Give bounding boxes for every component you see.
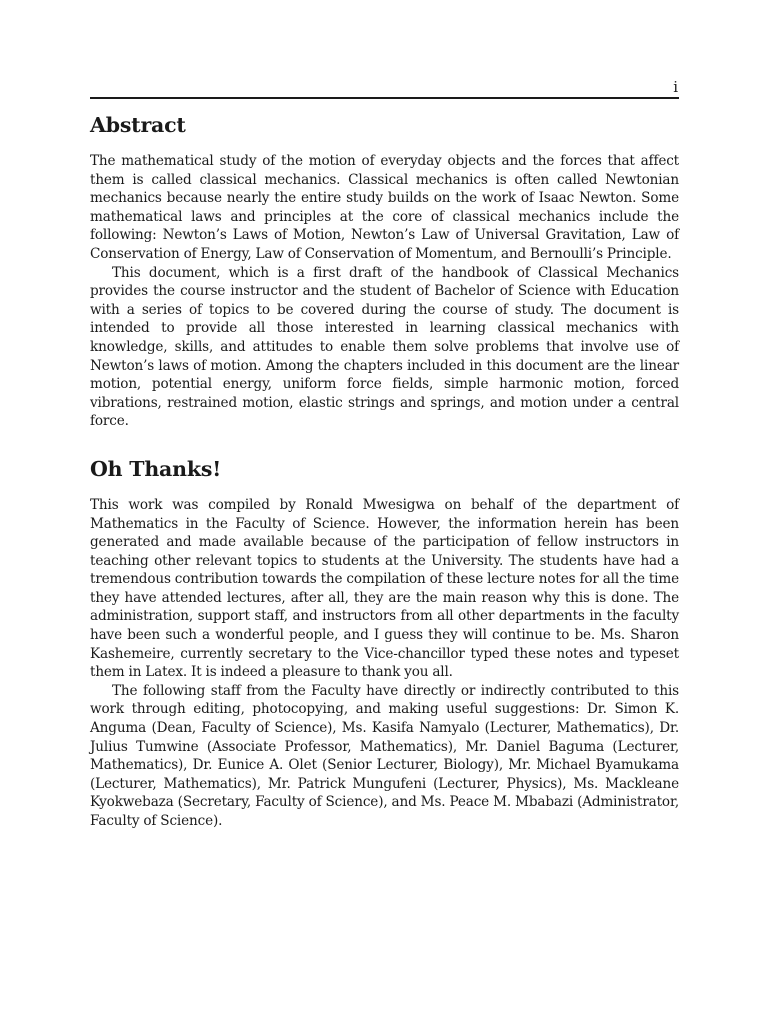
thanks-body <box>90 496 679 831</box>
thanks-paragraph-1: This work was compiled by Ronald Mwesigwa on behalf of the department of Mathematics in the Faculty of Science. However, the information herein has been generated and made available because of the participation of fellow instructors in teaching other relevant topics to students at the University. The students have had a tremendous contribution towards the compilation of these lecture notes for all the time they have attended lectures, after all, they are the main reason why this is done. The administration, support staff, and instructors from all other departments in the faculty have been such a wonderful people, and I guess they will continue to be. Ms. Sharon Kashemeire, currently secretary to the Vice-chancillor typed these notes and typeset them in Latex. It is indeed a pleasure to thank you all. <box>90 496 679 681</box>
header-rule <box>90 97 679 99</box>
page-content <box>90 108 679 831</box>
abstract-heading: Abstract <box>90 113 186 137</box>
page-number: i <box>673 78 678 96</box>
abstract-body <box>90 152 679 431</box>
abstract-paragraph-2: This document, which is a first draft of the handbook of Classical Mechanics provides the course instructor and the student of Bachelor of Science with Education with a series of topics to be covered during the course of study. The document is intended to provide all those interested in learning classical mechanics with knowledge, skills, and attitudes to enable them solve problems that involve use of Newton’s laws of motion. Among the chapters included in this document are the linear motion, potential energy, uniform force fields, simple harmonic motion, forced vibrations, restrained motion, elastic strings and springs, and motion under a central force. <box>90 264 679 430</box>
thanks-heading: Oh Thanks! <box>90 456 221 481</box>
abstract-paragraph-1: The mathematical study of the motion of everyday objects and the forces that affect them is called classical mechanics. Classical mechanics is often called Newtonian mechanics because nearly the entire study builds on the work of Isaac Newton. Some mathematical laws and principles at the core of classical mechanics include the following: Newton’s Laws of Motion, Newton’s Law of Universal Gravitation, Law of Conservation of Energy, Law of Conservation of Momentum, and Bernoulli’s Principle. <box>90 153 679 262</box>
thanks-paragraph-2: The following staff from the Faculty have directly or indirectly contributed to this work through editing, photocopying, and making useful suggestions: Dr. Simon K. Anguma (Dean, Faculty of Science), Ms. Kasifa Namyalo (Lecturer, Mathematics), Dr. Julius Tumwine (Associate Professor, Mathematics), Mr. Daniel Baguma (Lecturer, Mathematics), Dr. Eunice A. Olet (Senior Lecturer, Biology), Mr. Michael Byamukama (Lecturer, Mathematics), Mr. Patrick Mungufeni (Lecturer, Physics), Ms. Mackleane Kyokwebaza (Secretary, Faculty of Science), and Ms. Peace M. Mbabazi (Administrator, Faculty of Science). <box>90 682 679 829</box>
